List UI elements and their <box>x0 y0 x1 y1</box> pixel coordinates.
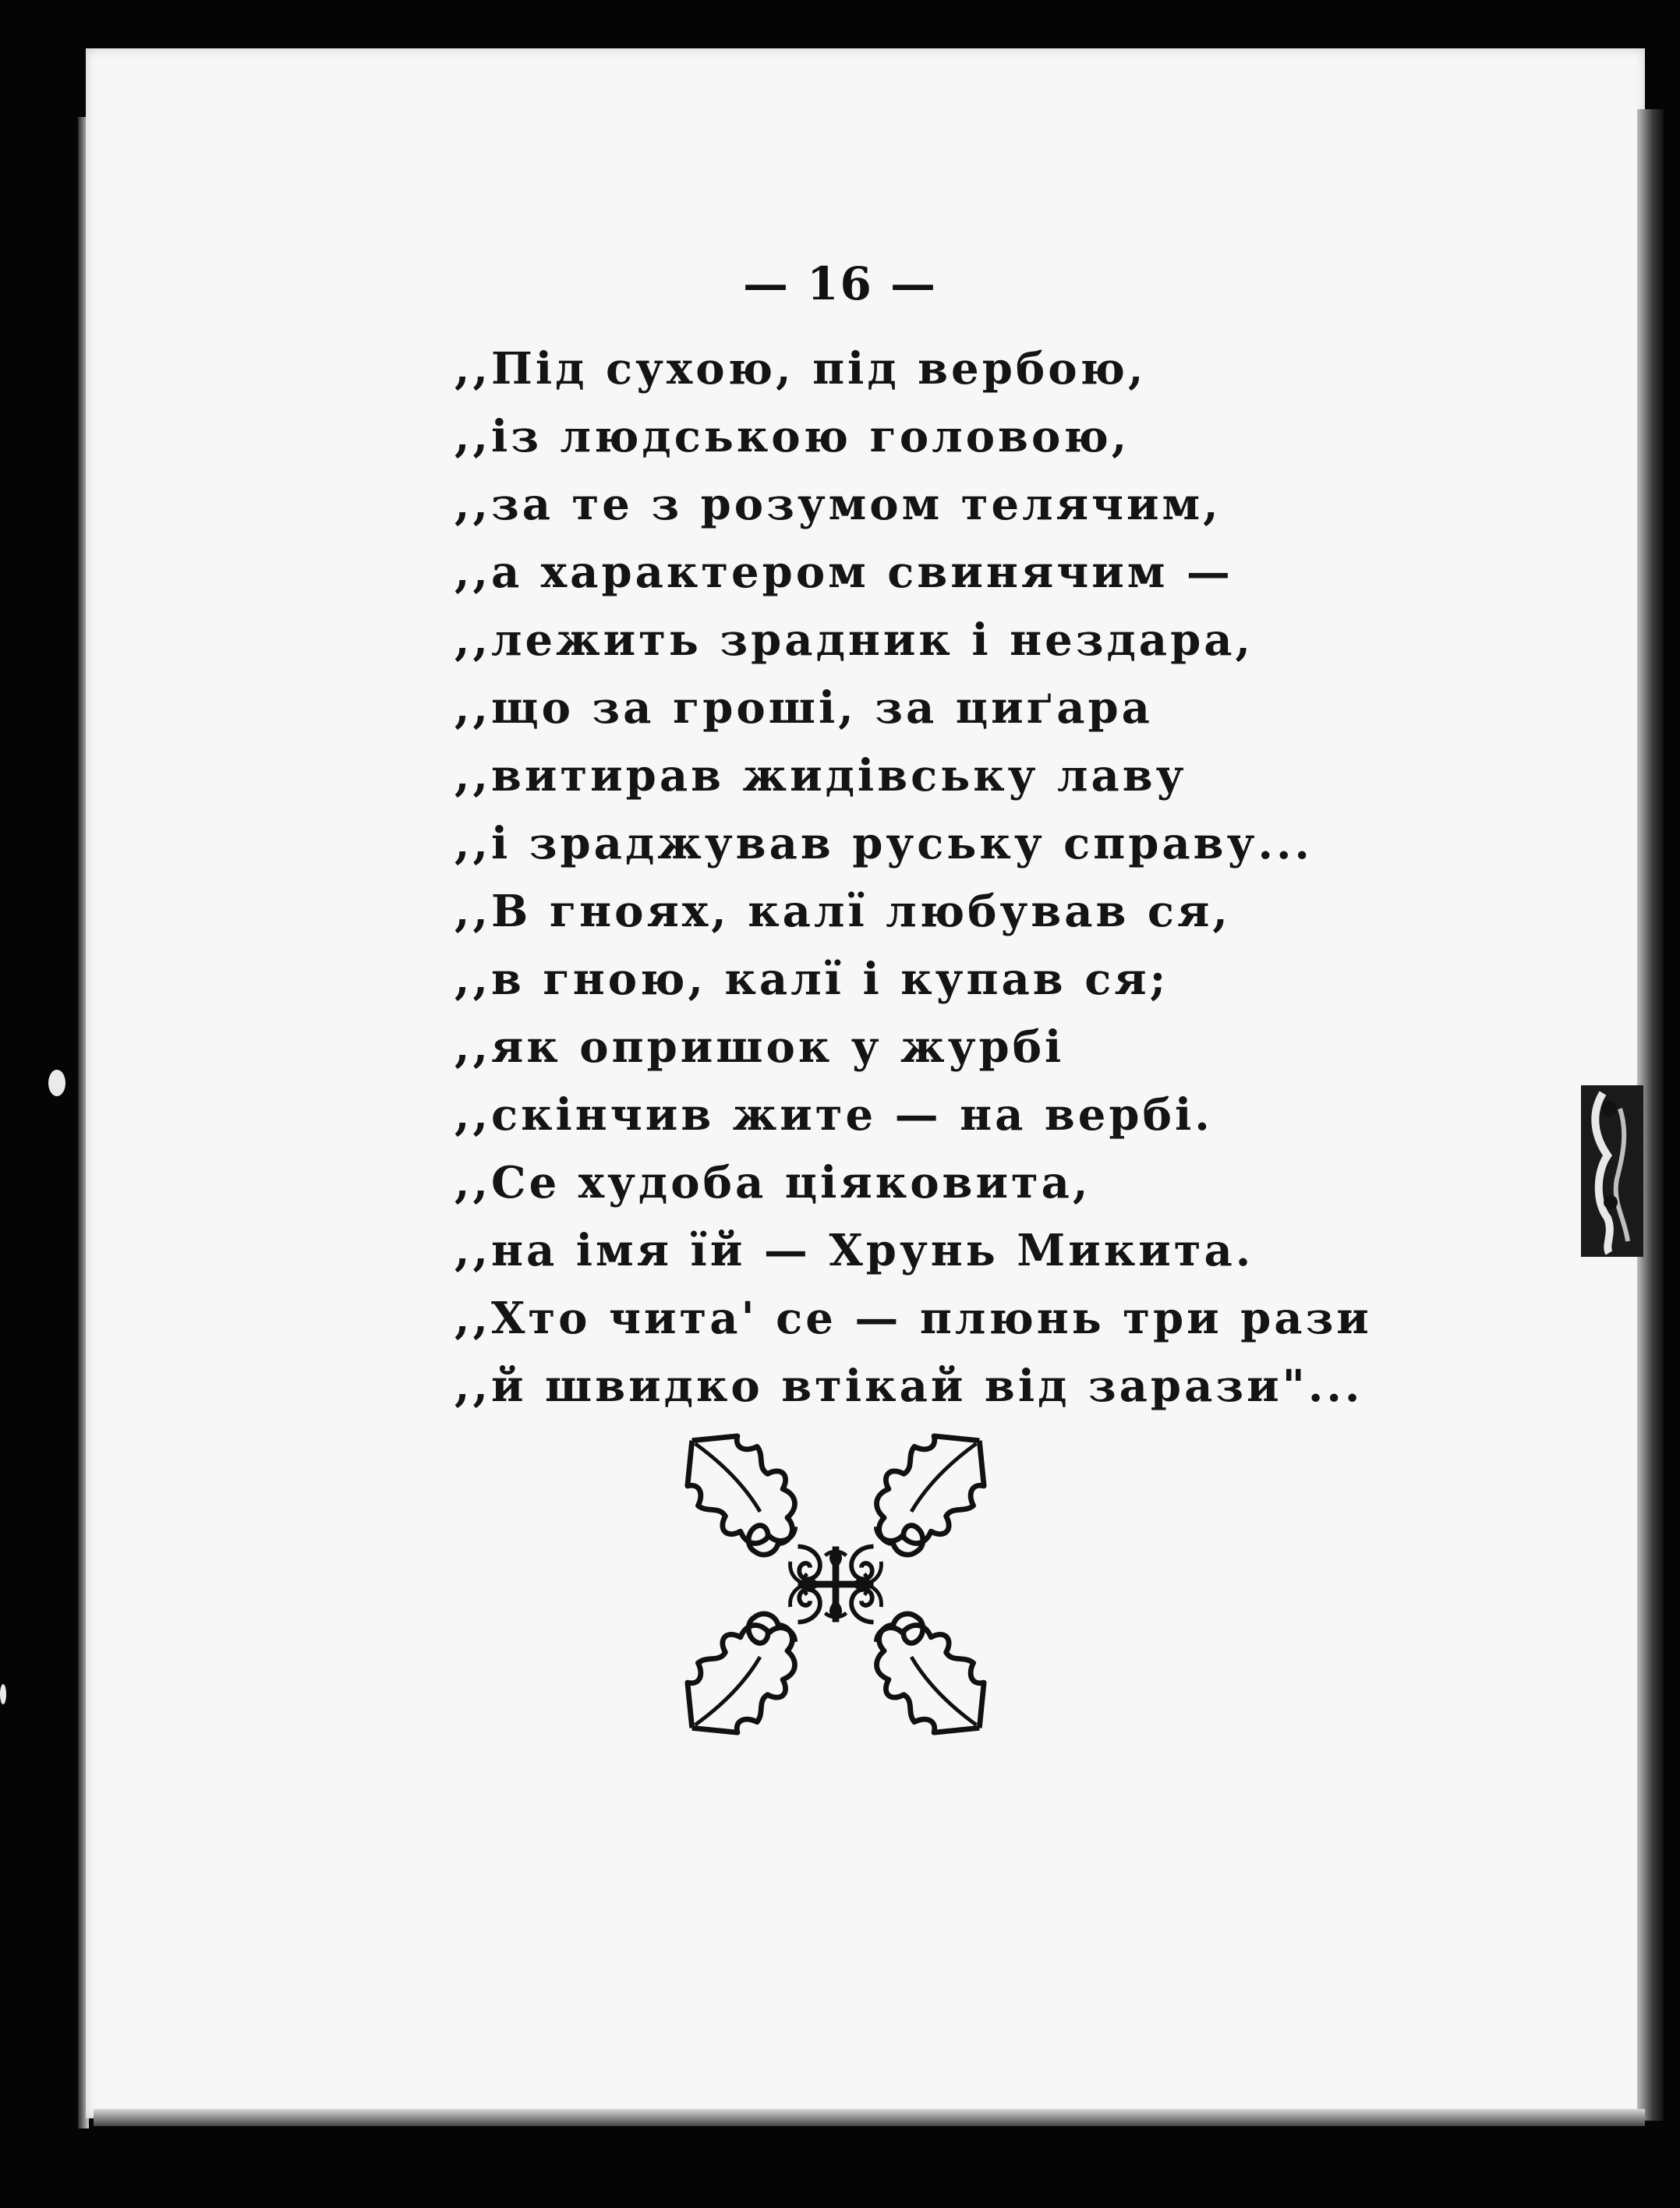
poem-line: ,,із людською головою, <box>454 411 1130 462</box>
poem-line: ,,за те з розумом телячим, <box>454 479 1222 530</box>
poem-line: ,,витирав жидівську лаву <box>454 750 1187 801</box>
poem-line: ,,Хто чита' се — плюнь три рази <box>454 1293 1372 1344</box>
poem-line: ,,як опришок у журбі <box>454 1021 1065 1073</box>
poem-line: ,,скінчив жите — на вербі. <box>454 1089 1213 1141</box>
poem-line: ,,лежить зрадник і нездара, <box>454 614 1254 666</box>
poem-line: ,,а характером свинячим — <box>454 547 1233 598</box>
scan-speck <box>0 1684 6 1704</box>
acanthus-ornament-icon <box>684 1433 987 1736</box>
scan-speck <box>48 1070 65 1096</box>
paper-clip-mark <box>1581 1085 1643 1257</box>
poem-line: ,,Під сухою, під вербою, <box>454 343 1147 395</box>
poem-line: ,,Се худоба ціяковита, <box>454 1157 1091 1208</box>
poem-text <box>454 335 1390 1421</box>
page-edge-bottom <box>94 2109 1645 2126</box>
poem-line: ,,В гноях, калї любував ся, <box>454 886 1231 937</box>
poem-line: ,,і зраджував руську справу... <box>454 818 1313 869</box>
poem-line: ,,на імя їй — Хрунь Микита. <box>454 1225 1254 1276</box>
poem-line: ,,й швидко втікай від зарази"... <box>454 1361 1363 1412</box>
poem-line: ,,в гною, калї і купав ся; <box>454 954 1169 1005</box>
page-number: — 16 — <box>742 257 938 310</box>
poem-line: ,,що за гроші, за циґара <box>454 682 1153 734</box>
